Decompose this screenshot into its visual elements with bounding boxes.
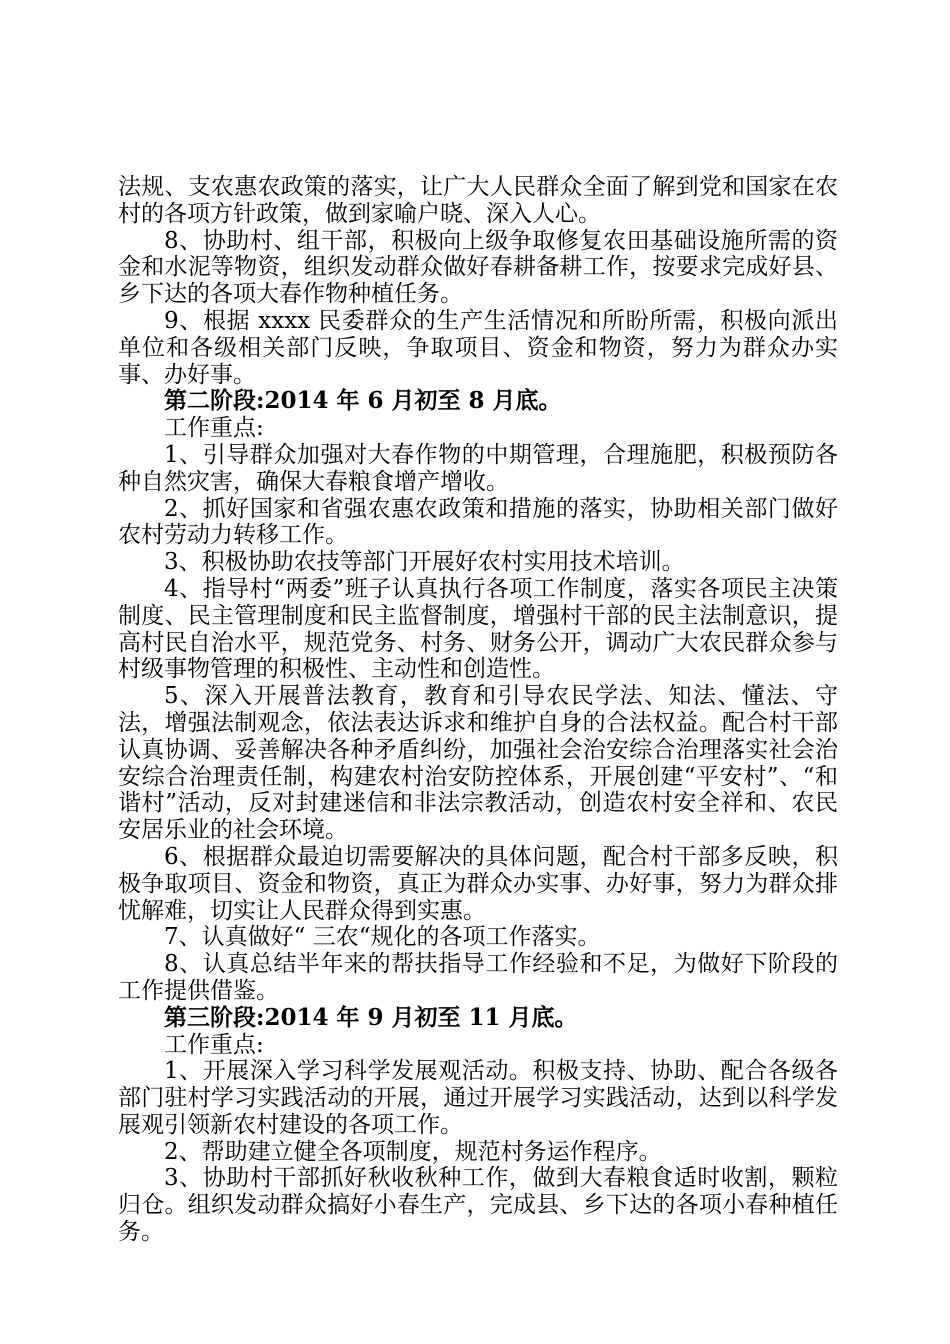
paragraph-item-8-phase2: 8、认真总结半年来的帮扶指导工作经验和不足，为做好下阶段的工作提供借鉴。	[118, 951, 838, 1004]
label-work-focus-phase3: 工作重点:	[164, 1031, 264, 1058]
paragraph-continued-policy: 法规、支农惠农政策的落实，让广大人民群众全面了解到党和国家在农村的各项方针政策，做到家喻户晓、深入人心。	[118, 174, 838, 227]
paragraph-item-1-phase2: 1、引导群众加强对大春作物的中期管理，合理施肥，积极预防各种自然灾害，确保大春粮食增产增收。	[118, 441, 838, 495]
paragraph-item-9-phase1: 9、根据 xxxx 民委群众的生产生活情况和所盼所需，积极向派出单位和各级相关部门反映，争取项目、资金和物资，努力为群众办实事、办好事。	[118, 307, 838, 388]
paragraph-item-2-phase2: 2、抓好国家和省强农惠农政策和措施的落实，协助相关部门做好农村劳动力转移工作。	[118, 495, 838, 549]
heading-phase-3: 第三阶段:2014 年 9 月初至 11 月底。	[164, 1003, 578, 1031]
paragraph-item-4-phase2: 4、指导村“两委”班子认真执行各项工作制度，落实各项民主决策制度、民主管理制度和民主监督制度，增强村干部的民主法制意识，提高村民自治水平，规范党务、村务、财务公开，调动广大农民群众参与村级事物管理的积极性、主动性和创造性。	[118, 575, 838, 683]
heading-phase-2: 第二阶段:2014 年 6 月初至 8 月底。	[164, 387, 562, 415]
paragraph-item-7-phase2: 7、认真做好“ 三农“规化的各项工作落实。	[164, 924, 601, 951]
paragraph-item-2-phase3: 2、帮助建立健全各项制度，规范村务运作程序。	[164, 1138, 662, 1165]
paragraph-item-6-phase2: 6、根据群众最迫切需要解决的具体问题，配合村干部多反映，积极争取项目、资金和物资，真正为群众办实事、办好事，努力为群众排忧解难，切实让人民群众得到实惠。	[118, 843, 838, 924]
label-work-focus-phase2: 工作重点:	[164, 415, 264, 442]
paragraph-item-8-phase1: 8、协助村、组干部，积极向上级争取修复农田基础设施所需的资金和水泥等物资，组织发动群众做好春耕备耕工作，按要求完成好县、乡下达的各项大春作物种植任务。	[118, 227, 838, 308]
paragraph-item-1-phase3: 1、开展深入学习科学发展观活动。积极支持、协助、配合各级各部门驻村学习实践活动的开展，通过开展学习实践活动，达到以科学发展观引领新农村建设的各项工作。	[118, 1058, 838, 1138]
paragraph-item-3-phase3: 3、协助村干部抓好秋收秋种工作，做到大春粮食适时收割，颗粒归仓。组织发动群众搞好小春生产，完成县、乡下达的各项小春种植任务。	[118, 1165, 838, 1246]
paragraph-item-3-phase2: 3、积极协助农技等部门开展好农村实用技术培训。	[164, 549, 685, 576]
paragraph-item-5-phase2: 5、深入开展普法教育，教育和引导农民学法、知法、懂法、守法，增强法制观念，依法表达诉求和维护自身的合法权益。配合村干部认真协调、妥善解决各种矛盾纠纷，加强社会治安综合治理落实社会治安综合治理责任制，构建农村治安防控体系，开展创建“平安村”、“和谐村”活动，反对封建迷信和非法宗教活动，创造农村安全祥和、农民安居乐业的社会环境。	[118, 683, 838, 844]
document-body	[118, 174, 838, 1246]
